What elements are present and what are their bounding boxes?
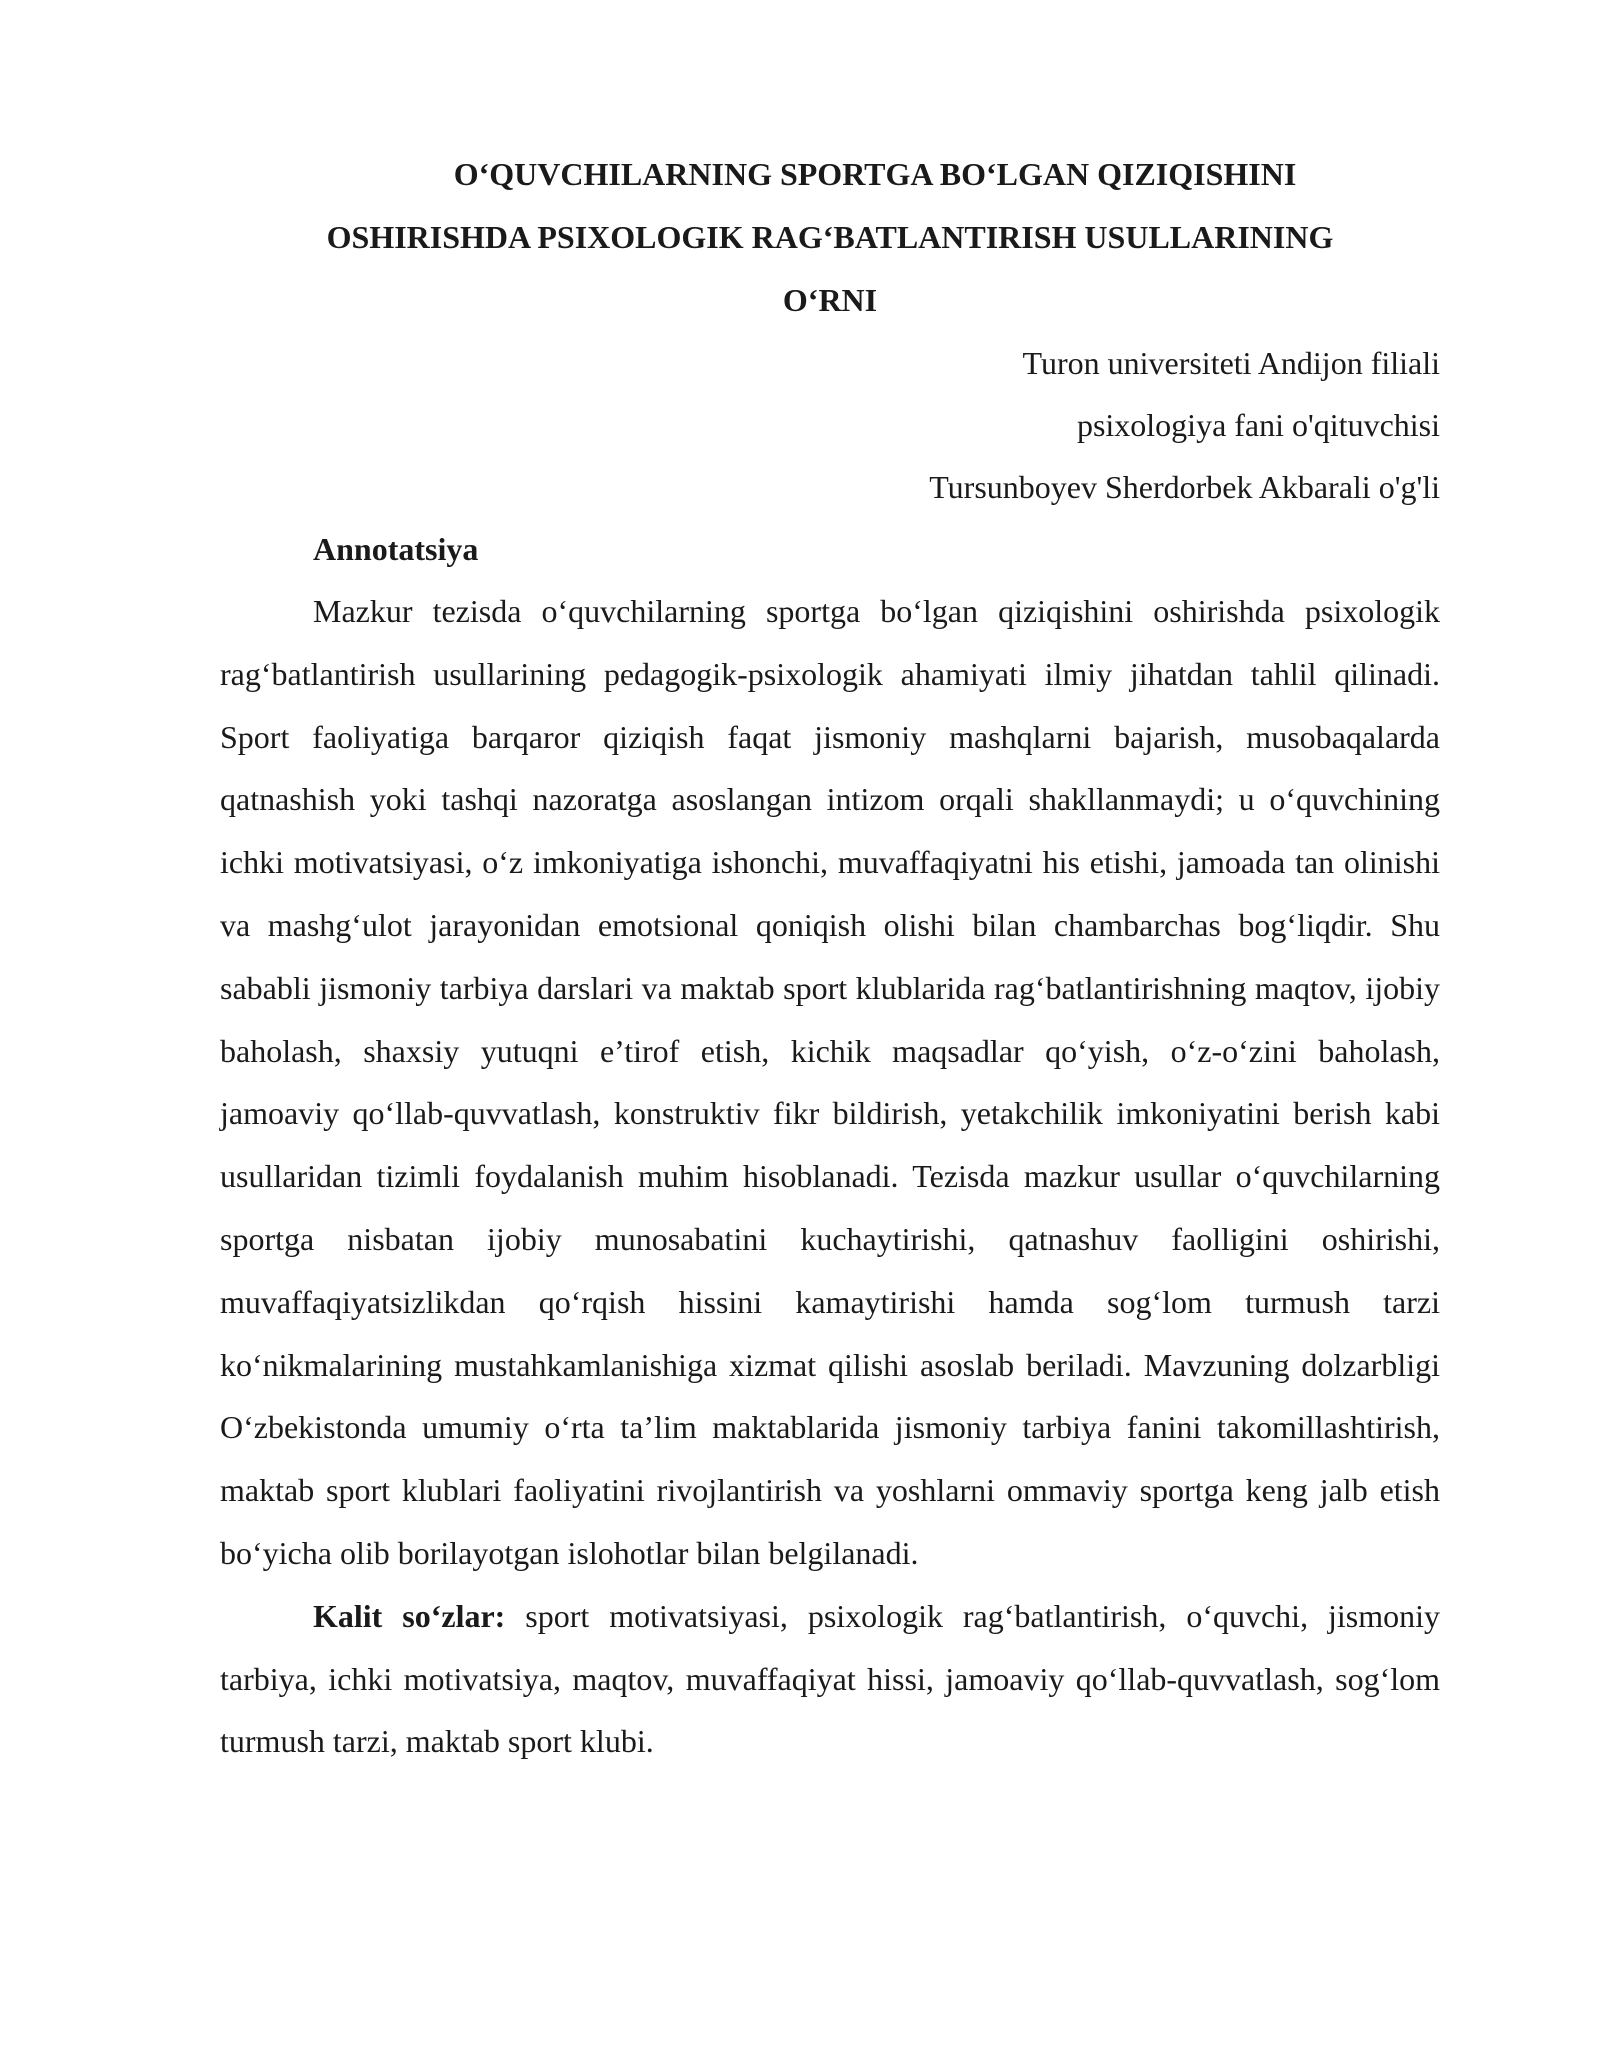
author-block	[220, 332, 1440, 518]
document-title	[220, 143, 1440, 332]
annotation-paragraph: Mazkur tezisda o‘quvchilarning sportga bo‘lgan qiziqishini oshirishda psixologik rag‘batlantirish usullarining pedagogik-psixologik ahamiyati ilmiy jihatdan tahlil qilinadi. Sport faoliyatiga barqaror qiziqish faqat jismoniy mashqlarni bajarish, musobaqalarda qatnashish yoki tashqi nazoratga asoslangan intizom orqali shakllanmaydi; u o‘quvchining ichki motivatsiyasi, o‘z imkoniyatiga ishonchi, muvaffaqiyatni his etishi, jamoada tan olinishi va mashg‘ulot jarayonidan emotsional qoniqish olishi bilan chambarchas bog‘liqdir. Shu sababli jismoniy tarbiya darslari va maktab sport klublarida rag‘batlantirishning maqtov, ijobiy baholash, shaxsiy yutuqni e’tirof etish, kichik maqsadlar qo‘yish, o‘z-o‘zini baholash, jamoaviy qo‘llab-quvvatlash, konstruktiv fikr bildirish, yetakchilik imkoniyatini berish kabi usullaridan tizimli foydalanish muhim hisoblanadi. Tezisda mazkur usullar o‘quvchilarning sportga nisbatan ijobiy munosabatini kuchaytirishi, qatnashuv faolligini oshirishi, muvaffaqiyatsizlikdan qo‘rqish hissini kamaytirishi hamda sog‘lom turmush tarzi ko‘nikmalarining mustahkamlanishiga xizmat qilishi asoslab beriladi. Mavzuning dolzarbligi O‘zbekistonda umumiy o‘rta ta’lim maktablarida jismoniy tarbiya fanini takomillashtirish, maktab sport klublari faoliyatini rivojlantirish va yoshlarni ommaviy sportga keng jalb etish bo‘yicha olib borilayotgan islohotlar bilan belgilanadi.	[220, 593, 1440, 1571]
document-page	[220, 143, 1440, 1773]
annotation-heading: Annotatsiya	[313, 531, 479, 567]
author-name: Tursunboyev Sherdorbek Akbarali o'g'li	[929, 469, 1440, 505]
title-line-2: OSHIRISHDA PSIXOLOGIK RAG‘BATLANTIRISH USULLARINING	[326, 219, 1334, 255]
keywords-text: sport motivatsiyasi, psixologik rag‘batlantirish, o‘quvchi, jismoniy tarbiya, ichki motivatsiya, maqtov, muvaffaqiyat hissi, jamoaviy qo‘llab-quvvatlash, sog‘lom turmush tarzi, maktab sport klubi.	[220, 1597, 1441, 1760]
keywords-label: Kalit so‘zlar:	[313, 1597, 506, 1634]
author-position: psixologiya fani o'qituvchisi	[1076, 407, 1440, 443]
author-affiliation: Turon universiteti Andijon filiali	[1022, 345, 1440, 381]
keywords-paragraph	[220, 1585, 1440, 1773]
title-line-3: O‘RNI	[782, 282, 878, 318]
title-line-1: O‘QUVCHILARNING SPORTGA BO‘LGAN QIZIQISHINI	[453, 156, 1297, 192]
